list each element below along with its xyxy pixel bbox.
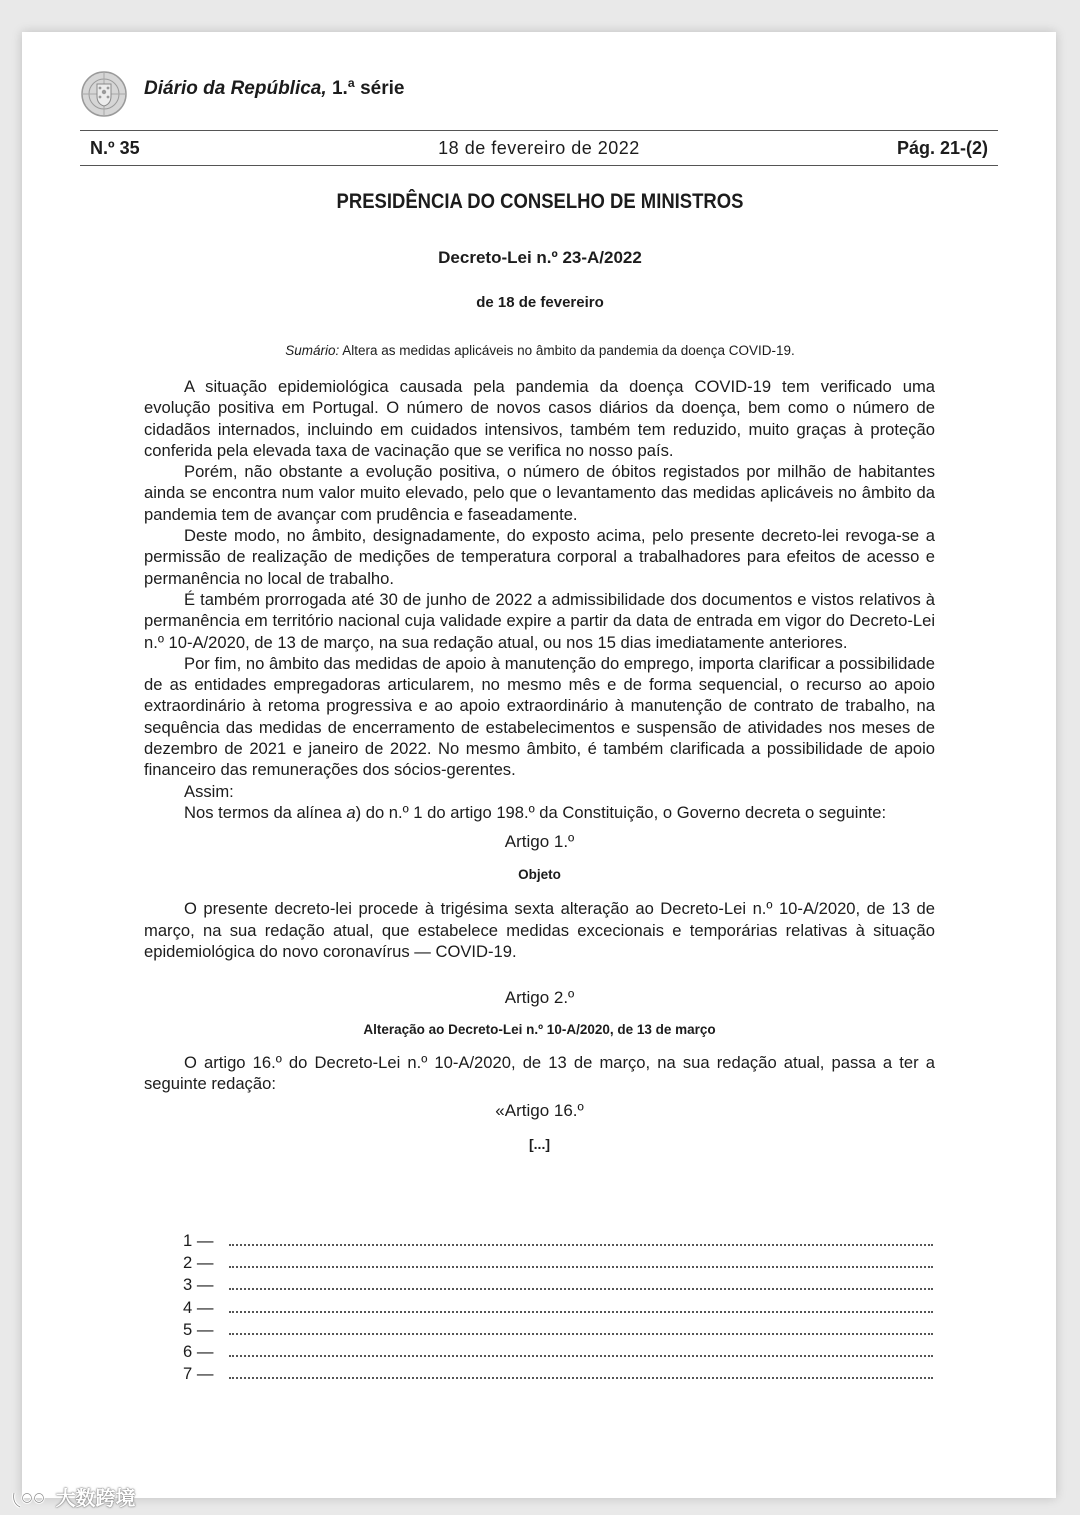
enacting-clause — [144, 802, 935, 823]
summary-label: Sumário: — [285, 343, 340, 358]
watermark — [10, 1482, 136, 1510]
ministry-heading: PRESIDÊNCIA DO CONSELHO DE MINISTROS — [336, 190, 744, 213]
item-label: 5 — — [183, 1319, 214, 1339]
header-rule-top — [80, 130, 998, 131]
item-label: 6 — — [183, 1341, 214, 1361]
item-label: 2 — — [183, 1253, 214, 1273]
article-2-title: Artigo 2.º — [504, 988, 575, 1008]
dot-leader — [229, 1311, 933, 1313]
item-label: 7 — — [183, 1364, 214, 1384]
item-label: 3 — — [183, 1275, 214, 1295]
watermark-logo-icon — [10, 1489, 50, 1511]
article-2-text: O artigo 16.º do Decreto-Lei n.º 10-A/2020, de 13 de março, na sua redação atual, passa a ter a seguinte redação: — [144, 1053, 935, 1094]
dot-leader — [229, 1244, 933, 1246]
issue-date: 18 de fevereiro de 2022 — [438, 138, 640, 158]
document-body — [144, 376, 935, 1153]
issue-bar — [90, 138, 988, 162]
item-label: 4 — — [183, 1297, 214, 1317]
article-2-subtitle: Alteração ao Decreto-Lei n.º 10-A/2020, de 13 de março — [363, 1022, 716, 1038]
paragraph: Porém, não obstante a evolução positiva, o número de óbitos registados por milhão de habitantes ainda se encontra num valor muito elevado, pelo que o levantamento das medidas aplicáveis no âmbito da pandemia tem de avançar com prudência e faseadamente. — [144, 462, 935, 524]
item-label: 1 — — [183, 1231, 214, 1250]
list-item — [183, 1341, 933, 1363]
enacting-after: ) do n.º 1 do artigo 198.º da Constituição, o Governo decreta o seguinte: — [355, 802, 887, 822]
publication-name: Diário da República, — [144, 78, 327, 99]
decree-title: Decreto-Lei n.º 23-A/2022 — [438, 248, 642, 267]
list-item — [183, 1252, 933, 1274]
paragraph: Por fim, no âmbito das medidas de apoio à manutenção do emprego, importa clarificar a possibilidade de as entidades empregadoras articularem, no mesmo mês e de forma sequencial, o recurso ao apoio extraordinário à retoma progressiva e ao apoio extraordinário à manutenção de contrato de trabalho, na sequência das medidas de encerramento de estabelecimentos e suspensão de atividades nos meses de dezembro de 2021 e janeiro de 2022. No mesmo âmbito, é também clarificada a possibilidade de apoio financeiro das remunerações dos sócios-gerentes. — [144, 653, 935, 780]
dot-leader — [229, 1377, 933, 1379]
decree-date: de 18 de fevereiro — [476, 294, 604, 311]
article-1-text: O presente decreto-lei procede à trigésima sexta alteração ao Decreto-Lei n.º 10-A/2020, de 13 de março, na sua redação atual, que estabelece medidas excecionais e temporárias relativas à situação epidemiológica do novo coronavírus — COVID-19. — [144, 899, 935, 961]
header-rule-bottom — [80, 165, 998, 166]
article-1-subtitle: Objeto — [518, 867, 561, 883]
numbered-items — [183, 1230, 933, 1385]
publication-series: 1.ª série — [331, 78, 405, 99]
paragraph: É também prorrogada até 30 de junho de 2022 a admissibilidade dos documentos e vistos relativos à permanência em território nacional cuja validade expire a partir da data de entrada em vigor do Decreto-Lei n.º 10-A/2020, de 13 de março, na sua redação atual, ou nos 15 dias imediatamente anteriores. — [144, 589, 935, 652]
page-number: Pág. 21-(2) — [896, 138, 988, 158]
list-item — [183, 1319, 933, 1341]
issue-number: N.º 35 — [90, 138, 140, 158]
summary-text: Altera as medidas aplicáveis no âmbito da pandemia da doença COVID-19. — [342, 343, 795, 358]
dot-leader — [229, 1355, 933, 1357]
dot-leader — [229, 1333, 933, 1335]
watermark-text: 大数跨境 — [55, 1488, 136, 1510]
list-item — [183, 1274, 933, 1296]
paragraph: Deste modo, no âmbito, designadamente, do exposto acima, pelo presente decreto-lei revoga-se a permissão de realização de medições de temperatura corporal a trabalhadores para efeitos de acesso e permanência no local de trabalho. — [144, 526, 935, 588]
quoted-article-title: «Artigo 16.º — [495, 1100, 584, 1120]
enacting-italic: a — [346, 802, 356, 822]
article-1-title: Artigo 1.º — [504, 832, 575, 852]
coat-of-arms-icon — [80, 70, 128, 118]
list-item — [183, 1230, 933, 1252]
dot-leader — [229, 1266, 933, 1268]
dot-leader — [229, 1288, 933, 1290]
publication-title — [144, 78, 404, 100]
enacting-before: Nos termos da alínea — [184, 802, 347, 822]
paragraph: Assim: — [184, 781, 234, 801]
paragraph: A situação epidemiológica causada pela pandemia da doença COVID-19 tem verificado uma evolução positiva em Portugal. O número de novos casos diários da doença, bem como o número de cidadãos internados, incluindo em cuidados intensivos, também tem reduzido, muito graças à proteção conferida pela elevada taxa de vacinação que se verifica no nosso país. — [144, 377, 935, 460]
summary — [0, 343, 1080, 358]
list-item — [183, 1297, 933, 1319]
quoted-ellipsis: [...] — [529, 1135, 550, 1152]
list-item — [183, 1363, 933, 1385]
masthead — [80, 70, 580, 120]
